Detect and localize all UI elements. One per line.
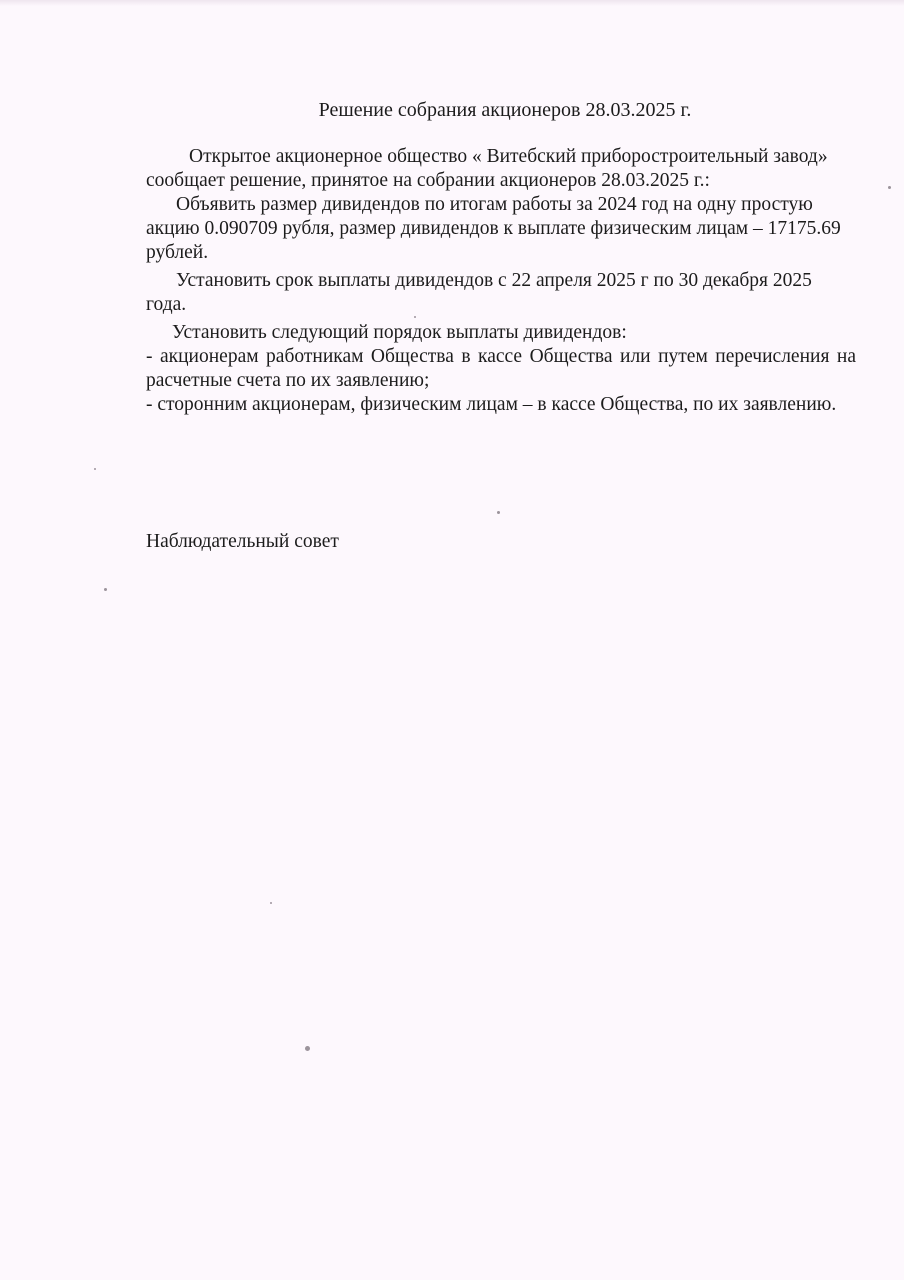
document-title: Решение собрания акционеров 28.03.2025 г. (318, 99, 692, 121)
scan-speck (497, 511, 500, 514)
scan-speck (270, 902, 272, 904)
list-item: - акционерам работникам Общества в кассе Общества или путем перечисления на расчетные счета по их заявлению; (146, 346, 856, 391)
scan-speck (888, 186, 891, 189)
scan-speck (305, 1046, 310, 1051)
paragraph-dividend-size: Объявить размер дивидендов по итогам работы за 2024 год на одну простую акцию 0.090709 рубля, размер дивидендов к выплате физическим лицам – 17175.69 рублей. (146, 194, 841, 263)
list-item: - сторонним акционерам, физическим лицам – в кассе Общества, по их заявлению. (146, 394, 837, 415)
signature-line: Наблюдательный совет (146, 531, 339, 552)
document-body (146, 145, 856, 417)
paragraph-announcement: Открытое акционерное общество « Витебский приборостроительный завод» сообщает решение, принятое на собрании акционеров 28.03.2025 г.: (146, 146, 828, 191)
scan-speck (104, 588, 107, 591)
paragraph-payment-order: Установить следующий порядок выплаты дивидендов: (172, 322, 627, 343)
scan-speck (94, 468, 96, 470)
paragraph-payment-period: Установить срок выплаты дивидендов с 22 апреля 2025 г по 30 декабря 2025 года. (146, 270, 812, 315)
scan-speck (414, 316, 416, 318)
